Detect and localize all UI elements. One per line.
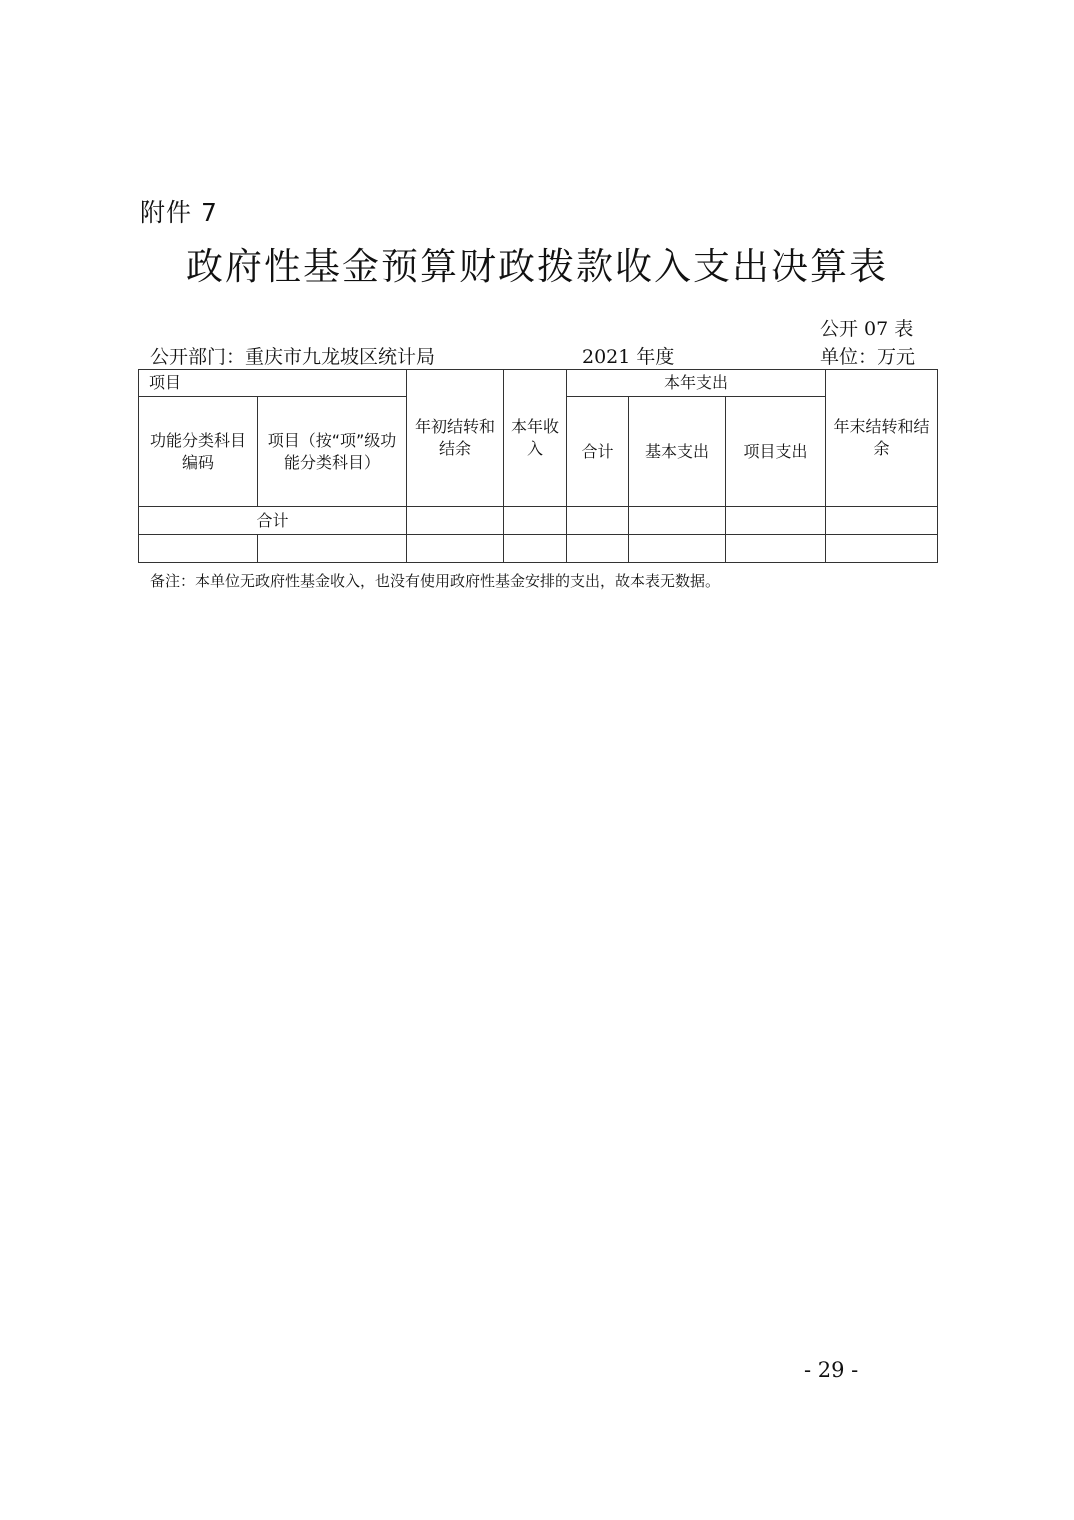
page-title: 政府性基金预算财政拨款收入支出决算表 — [186, 245, 888, 288]
table-cell — [567, 535, 629, 563]
page-number: - 29 - — [804, 1358, 859, 1382]
table-cell — [567, 507, 629, 535]
table-cell — [629, 507, 726, 535]
fiscal-year: 2021 年度 — [582, 346, 675, 368]
table-row — [139, 535, 938, 563]
table-note: 备注：本单位无政府性基金收入，也没有使用政府性基金安排的支出，故本表无数据。 — [150, 572, 721, 590]
table-cell — [826, 535, 938, 563]
header-end-balance: 年末结转和结余 — [826, 370, 938, 507]
header-function-code: 功能分类科目编码 — [139, 397, 258, 507]
header-project: 项目支出 — [726, 397, 826, 507]
table-cell — [726, 535, 826, 563]
form-code: 公开 07 表 — [820, 318, 914, 340]
table-cell — [258, 535, 407, 563]
header-income: 本年收入 — [504, 370, 567, 507]
header-item-name: 项目（按“项”级功能分类科目） — [258, 397, 407, 507]
total-row — [139, 507, 938, 535]
header-items: 项目 — [139, 370, 407, 397]
unit-label: 单位：万元 — [820, 346, 916, 368]
table-cell — [139, 535, 258, 563]
table-cell — [407, 507, 504, 535]
header-total: 合计 — [567, 397, 629, 507]
table-cell — [726, 507, 826, 535]
table-cell — [504, 535, 567, 563]
header-basic: 基本支出 — [629, 397, 726, 507]
header-begin-balance: 年初结转和结余 — [407, 370, 504, 507]
budget-table — [138, 369, 938, 563]
header-expenditure: 本年支出 — [567, 370, 826, 397]
table-cell — [407, 535, 504, 563]
department-label: 公开部门：重庆市九龙坡区统计局 — [150, 346, 436, 368]
table-cell — [504, 507, 567, 535]
table-cell — [826, 507, 938, 535]
table-cell — [629, 535, 726, 563]
attachment-label: 附件 7 — [140, 198, 218, 227]
header-row-1 — [139, 370, 938, 397]
total-row-label: 合计 — [139, 507, 407, 535]
